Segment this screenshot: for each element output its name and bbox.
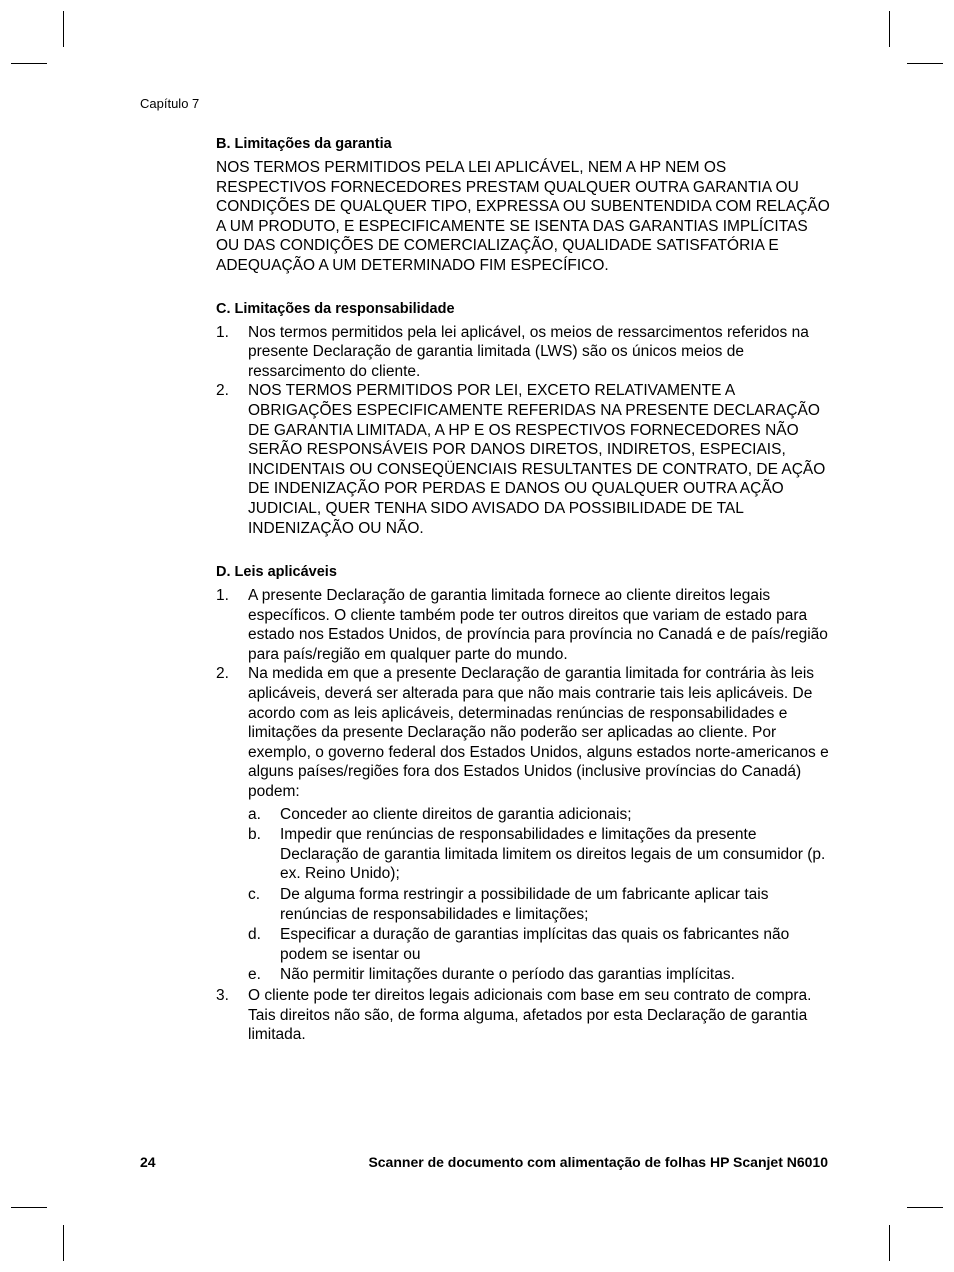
list-item <box>216 586 830 664</box>
sub-list-letter: e. <box>248 966 261 984</box>
list-item <box>216 323 830 382</box>
page-content <box>216 134 830 1069</box>
sub-list-letter: a. <box>248 805 261 823</box>
numbered-list <box>216 323 830 539</box>
list-number: 3. <box>216 986 229 1004</box>
sub-list-letter: d. <box>248 926 261 944</box>
crop-mark <box>11 63 47 64</box>
sub-list-item <box>248 925 830 964</box>
lettered-list <box>248 805 830 985</box>
list-number: 2. <box>216 665 229 683</box>
crop-mark <box>63 11 64 47</box>
sub-list-text: De alguma forma restringir a possibilidade de um fabricante aplicar tais renúncias de responsabilidades e limitações; <box>280 886 769 923</box>
section-limitacoes-responsabilidade <box>216 299 830 539</box>
footer-product-title: Scanner de documento com alimentação de folhas HP Scanjet N6010 <box>368 1154 828 1170</box>
crop-mark <box>889 11 890 47</box>
chapter-header: Capítulo 7 <box>140 96 200 111</box>
sub-list-letter: b. <box>248 826 261 844</box>
list-number: 2. <box>216 382 229 400</box>
list-text: NOS TERMOS PERMITIDOS POR LEI, EXCETO RELATIVAMENTE A OBRIGAÇÕES ESPECIFICAMENTE REFERIDAS NA PRESENTE DECLARAÇÃO DE GARANTIA LIMITADA, A HP E OS RESPECTIVOS FORNECEDORES NÃO SERÃO RESPONSÁVEIS POR DANOS DIRETOS, INDIRETOS, ESPECIAIS, INCIDENTAIS OU CONSEQÜENCIAIS RESULTANTES DE CONTRATO, DE AÇÃO DE INDENIZAÇÃO POR PERDAS E DANOS OU QUALQUER OUTRA AÇÃO JUDICIAL, QUER TENHA SIDO AVISADO DA POSSIBILIDADE DE TAL INDENIZAÇÃO OU NÃO. <box>248 382 826 537</box>
list-text: O cliente pode ter direitos legais adicionais com base em seu contrato de compra. Tais direitos não são, de forma alguma, afetados por esta Declaração de garantia limitada. <box>248 986 812 1044</box>
section-title: C. Limitações da responsabilidade <box>216 300 455 317</box>
list-number: 1. <box>216 323 229 341</box>
list-text: Nos termos permitidos pela lei aplicável, os meios de ressarcimentos referidos na presente Declaração de garantia limitada (LWS) são os únicos meios de ressarcimento do cliente. <box>248 323 809 380</box>
list-item <box>216 986 830 1045</box>
sub-list-text: Impedir que renúncias de responsabilidades e limitações da presente Declaração de garantia limitada limitem os direitos legais de um consumidor (p. ex. Reino Unido); <box>280 826 826 883</box>
list-number: 1. <box>216 587 229 605</box>
section-leis-aplicaveis <box>216 562 830 1045</box>
crop-mark <box>11 1207 47 1208</box>
crop-mark <box>907 63 943 64</box>
crop-mark <box>63 1225 64 1261</box>
section-title: D. Leis aplicáveis <box>216 564 337 581</box>
sub-list-item <box>248 825 830 884</box>
list-text: Na medida em que a presente Declaração de garantia limitada for contrária às leis aplicáveis, deverá ser alterada para que não mais contrarie tais leis aplicáveis. De acordo com as leis aplicáveis, determinadas renúncias de responsabilidades e limitações da presente Declaração não poderão ser aplicadas ao cliente. Por exemplo, o governo federal dos Estados Unidos, alguns estados norte-americanos e alguns países/regiões fora dos Estados Unidos (inclusive províncias do Canadá) podem: <box>248 665 829 801</box>
sub-list-item <box>248 965 830 985</box>
crop-mark <box>907 1207 943 1208</box>
sub-list-text: Conceder ao cliente direitos de garantia adicionais; <box>280 805 632 823</box>
numbered-list <box>216 586 830 1045</box>
sub-list-text: Especificar a duração de garantias implícitas das quais os fabricantes não podem se isentar ou <box>280 926 790 963</box>
page-number: 24 <box>140 1154 156 1170</box>
sub-list-item <box>248 885 830 924</box>
sub-list-letter: c. <box>248 886 261 903</box>
crop-mark <box>889 1225 890 1261</box>
sub-list-item <box>248 805 830 825</box>
list-item <box>216 664 830 985</box>
section-paragraph: NOS TERMOS PERMITIDOS PELA LEI APLICÁVEL, NEM A HP NEM OS RESPECTIVOS FORNECEDORES PRESTAM QUALQUER OUTRA GARANTIA OU CONDIÇÕES DE QUALQUER TIPO, EXPRESSA OU SUBENTENDIDA COM RELAÇÃO A UM PRODUTO, E ESPECIFICAMENTE SE ISENTA DAS GARANTIAS IMPLÍCITAS OU DAS CONDIÇÕES DE COMERCIALIZAÇÃO, QUALIDADE SATISFATÓRIA E ADEQUAÇÃO A UM DETERMINADO FIM ESPECÍFICO. <box>216 159 830 274</box>
sub-list-text: Não permitir limitações durante o período das garantias implícitas. <box>280 966 735 984</box>
list-item <box>216 381 830 538</box>
section-title: B. Limitações da garantia <box>216 136 392 152</box>
section-limitacoes-garantia <box>216 134 830 276</box>
list-text: A presente Declaração de garantia limitada fornece ao cliente direitos legais específicos. O cliente também pode ter outros direitos que variam de estado para estado nos Estados Unidos, de província para província no Canadá e de país/região para país/região em qualquer parte do mundo. <box>248 587 828 663</box>
